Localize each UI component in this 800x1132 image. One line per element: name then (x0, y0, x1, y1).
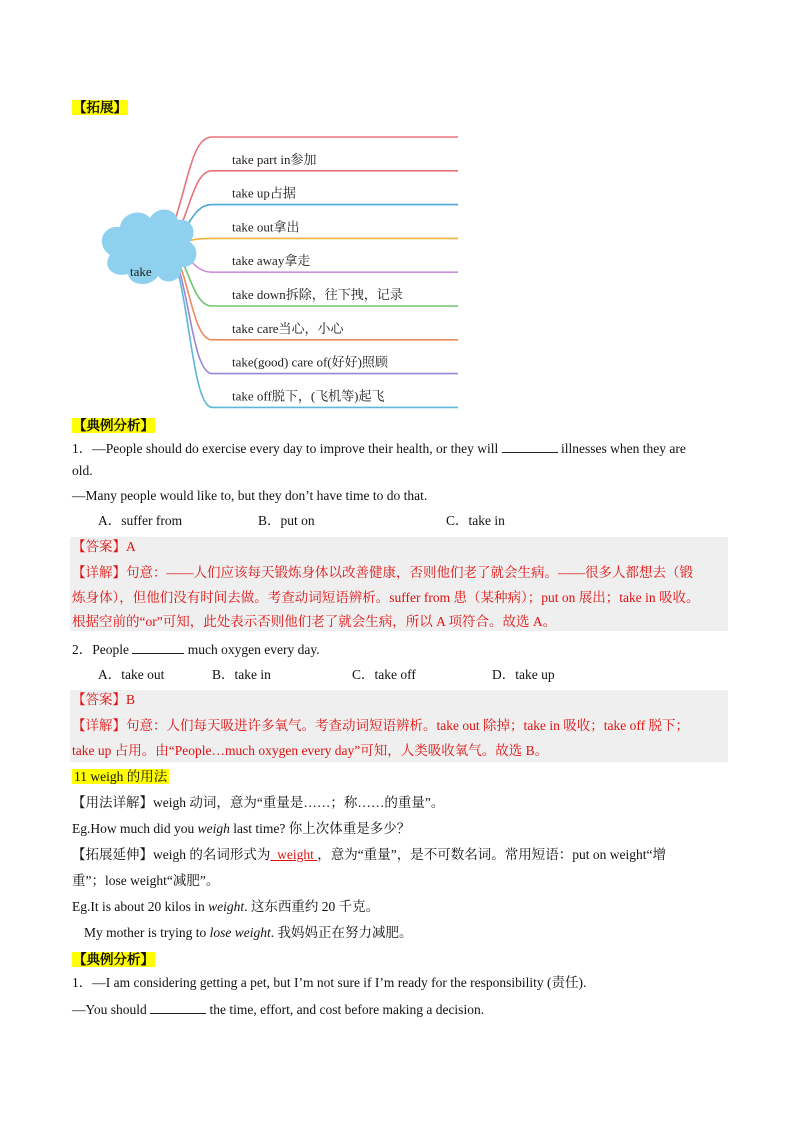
weigh-usage: 【用法详解】weigh 动词，意为“重量是……；称……的重量”。 (72, 795, 445, 810)
weigh-example-3 (84, 924, 413, 942)
weigh-example-1 (72, 820, 410, 838)
ext-weight-word: weight (270, 847, 318, 862)
mindmap-branch-label: take(good) care of(好好)照顾 (232, 354, 388, 370)
extension-tag-label: 【拓展】 (73, 100, 127, 115)
example-section-tag (72, 414, 155, 435)
q2-option-a: A．take out (98, 667, 165, 682)
mindmap-branch-label: take off脱下，(飞机等)起飞 (232, 388, 385, 404)
mindmap-branch-label: take care当心，小心 (232, 320, 344, 336)
q1-stem-line1 (72, 438, 686, 458)
q1-stem-line3: —Many people would like to, but they don’t have time to do that. (72, 488, 428, 503)
eg3-text-a: My mother is trying to (84, 925, 210, 940)
mindmap-svg (90, 130, 470, 415)
mindmap-branch-line (168, 171, 458, 241)
q2-option-c: C．take off (352, 667, 416, 682)
take-mindmap (90, 130, 470, 415)
mindmap-branch-line (168, 205, 458, 243)
ext-text-b: ，意为“重量”，是不可数名词。常用短语：put on weight“增 (317, 847, 666, 862)
q1-option-c: C．take in (446, 513, 505, 528)
mindmap-branch-label: take part in参加 (232, 151, 317, 167)
q1-answer: 【答案】A (72, 539, 136, 554)
q2-option-d: D．take up (492, 667, 555, 682)
mindmap-branch-label: take down拆除，往下拽，记录 (232, 287, 403, 302)
q2-detail-line2: take up 占用。由“People…much oxygen every day”可知，人类吸收氧气。故选 B。 (72, 743, 549, 758)
q1-stem-line2: old. (72, 463, 93, 478)
mindmap-center-label: take (130, 264, 152, 279)
q2-blank (132, 639, 184, 654)
mindmap-branch-label: take up占据 (232, 185, 296, 201)
q1-option-b: B．put on (258, 513, 315, 528)
q2-detail-line1: 【详解】句意：人们每天吸进许多氧气。考查动词短语辨析。take out 除掉；take in 吸收；take off 脱下； (72, 718, 689, 733)
example-tag-label: 【典例分析】 (73, 418, 154, 433)
q1-blank (502, 438, 558, 453)
q3-text-a: —You should (72, 1002, 151, 1017)
q1-option-a: A．suffer from (98, 513, 183, 528)
eg1-text-b: last time? 你上次体重是多少？ (229, 821, 411, 836)
q1-detail-line1: 【详解】句意：——人们应该每天锻炼身体以改善健康，否则他们老了就会生病。——很多人都想去（锻 (72, 565, 693, 580)
eg2-text-a: Eg.It is about 20 kilos in (72, 899, 209, 914)
example-section-tag-2 (72, 948, 155, 969)
q3-stem-line2 (72, 999, 484, 1019)
ext-text-a: 【拓展延伸】weigh 的名词形式为 (72, 847, 271, 862)
mindmap-branch-label: take away拿走 (232, 253, 311, 269)
q1-detail-line2: 炼身体），但他们没有时间去做。考查动词短语辨析。suffer from 患（某种病）；put on 展出；take in 吸收。 (72, 590, 700, 605)
weigh-example-2 (72, 898, 379, 916)
mindmap-branch-label: take out拿出 (232, 219, 300, 235)
q1-detail-line3: 根据空前的“or”可知，此处表示否则他们老了就会生病，所以 A 项符合。故选 A。 (72, 614, 557, 629)
weigh-extension-line1 (72, 846, 666, 864)
q3-blank (150, 999, 206, 1014)
weigh-heading-text: 11 weigh 的用法 (74, 769, 168, 784)
q1-text-b: illnesses when they are (557, 441, 686, 456)
eg1-italic: weigh (197, 821, 230, 836)
eg3-text-b: . 我妈妈正在努力减肥。 (270, 925, 413, 940)
weigh-extension-line2: 重”；lose weight“减肥”。 (72, 873, 220, 888)
q2-text-a: 2．People (72, 642, 133, 657)
q2-option-b: B．take in (212, 667, 271, 682)
eg2-text-b: . 这东西重约 20 千克。 (244, 899, 380, 914)
eg1-text-a: Eg.How much did you (72, 821, 198, 836)
mindmap-branch-line (168, 247, 458, 272)
mindmap-branch-line (168, 238, 458, 245)
weigh-heading (72, 768, 169, 786)
q3-stem-line1: 1．—I am considering getting a pet, but I’m not sure if I’m ready for the responsibility (责任). (72, 975, 587, 990)
q2-answer: 【答案】B (72, 692, 136, 707)
q2-text-b: much oxygen every day. (184, 642, 320, 657)
q3-text-b: the time, effort, and cost before making a decision. (206, 1002, 485, 1017)
example-tag-label-2: 【典例分析】 (73, 952, 154, 967)
eg2-italic: weight (208, 899, 245, 914)
q1-text-a: 1．—People should do exercise every day to improve their health, or they will (72, 441, 502, 456)
extension-section-tag (72, 96, 128, 117)
eg3-italic: lose weight (209, 925, 271, 940)
q2-stem (72, 639, 320, 659)
